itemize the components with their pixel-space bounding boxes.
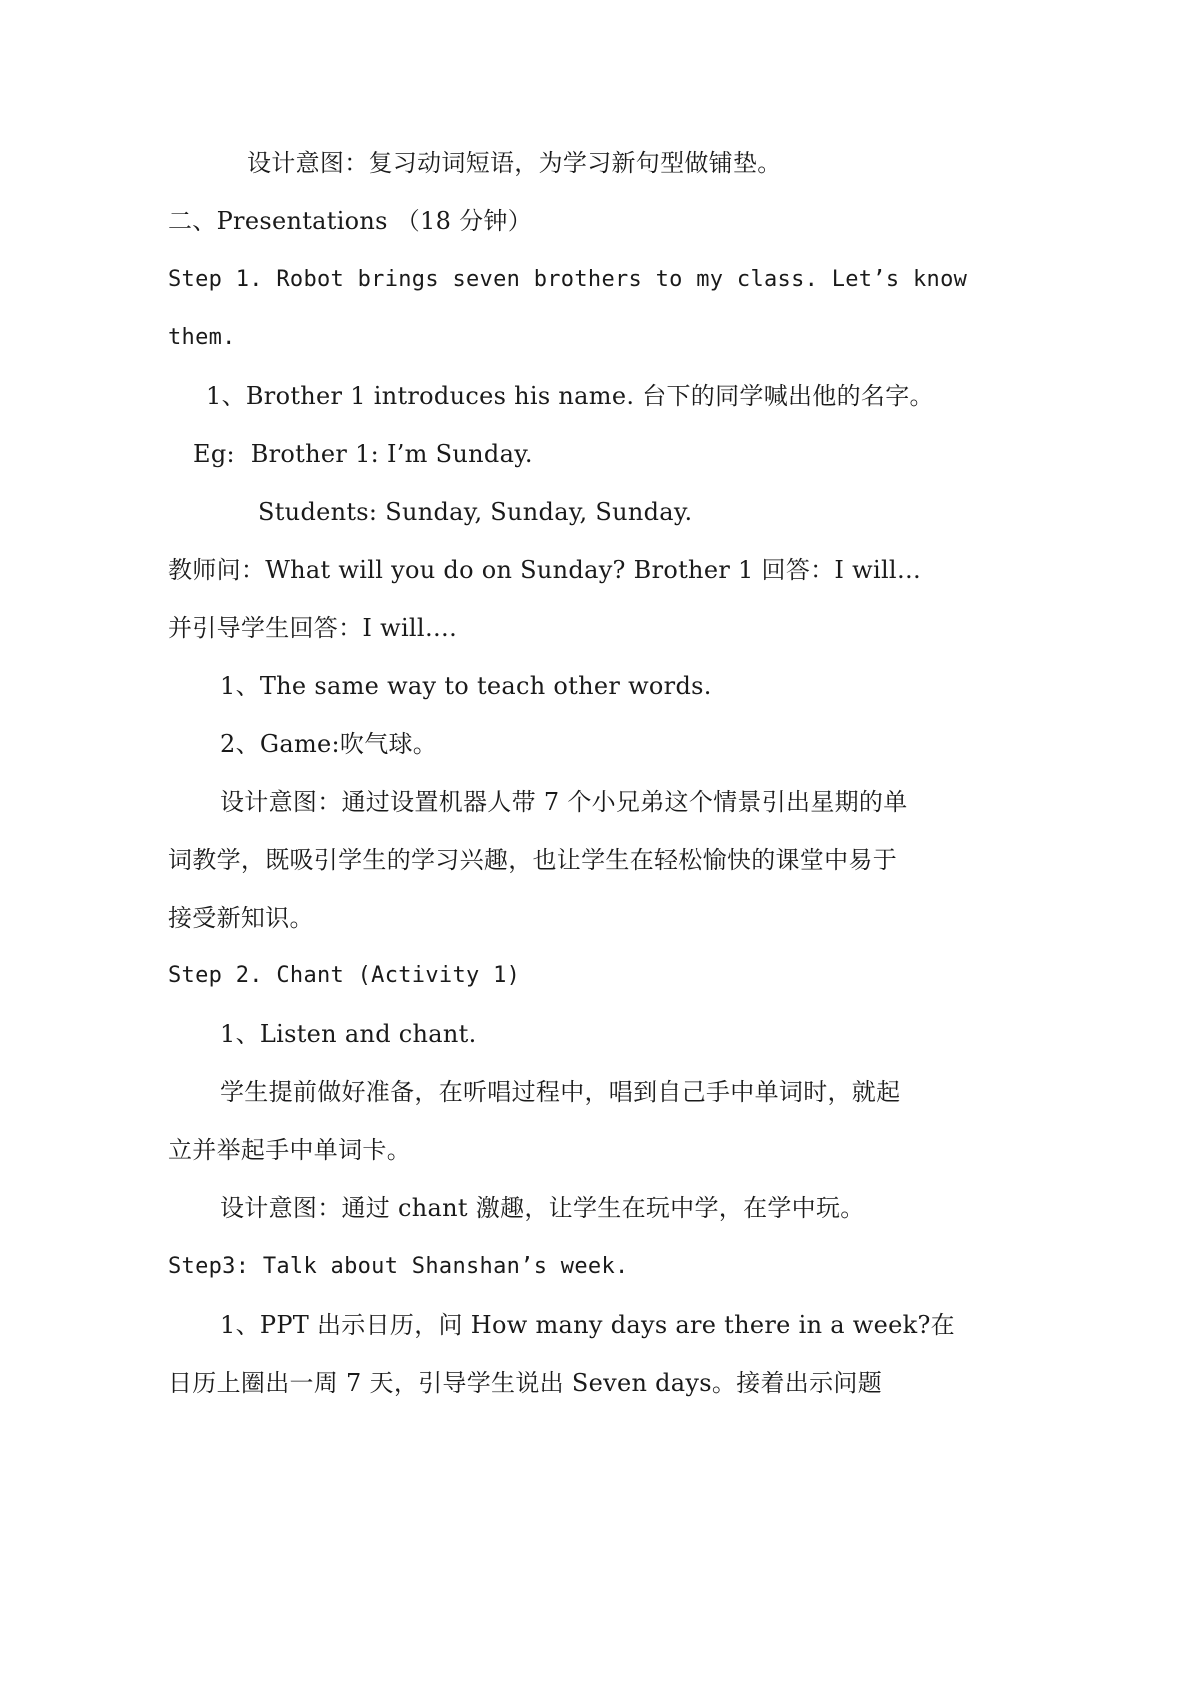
step1-item1: 1、Brother 1 introduces his name. 台下的同学喊出他的名字。 [206,382,934,410]
step1-heading-line2: them. [168,325,236,350]
step3-heading: Step3: Talk about Shanshan’s week. [168,1254,629,1279]
teacher-question-line2: 并引导学生回答：I will…. [168,614,458,642]
design-intent-review-line: 设计意图：复习动词短语，为学习新句型做铺垫。 [247,149,782,177]
step2-heading: Step 2. Chant (Activity 1) [168,963,521,988]
example-line1: Eg: Brother 1: I’m Sunday. [193,440,533,468]
step2-item1: 1、Listen and chant. [220,1020,477,1048]
step3-item1-line2: 日历上圈出一周 7 天，引导学生说出 Seven days。接着出示问题 [168,1369,882,1397]
section-heading-presentations: 二、Presentations （18 分钟） [168,207,532,235]
design-intent-step1-line1: 设计意图：通过设置机器人带 7 个小兄弟这个情景引出星期的单 [220,788,908,816]
step1-item2-game: 2、Game:吹气球。 [220,730,438,758]
step1-item1-same-way: 1、The same way to teach other words. [220,672,712,700]
step2-description-line1: 学生提前做好准备，在听唱过程中，唱到自己手中单词时，就起 [220,1078,901,1106]
design-intent-step1-line3: 接受新知识。 [168,904,314,932]
design-intent-step2: 设计意图：通过 chant 激趣，让学生在玩中学，在学中玩。 [220,1194,865,1222]
example-line2: Students: Sunday, Sunday, Sunday. [258,498,693,526]
step1-heading-line1: Step 1. Robot brings seven brothers to my class. Let’s know [168,267,968,292]
step3-item1-line1: 1、PPT 出示日历，问 How many days are there in a week?在 [220,1311,955,1339]
design-intent-step1-line2: 词教学，既吸引学生的学习兴趣，也让学生在轻松愉快的课堂中易于 [168,846,897,874]
teacher-question-line1: 教师问：What will you do on Sunday? Brother 1 回答：I will… [168,556,922,584]
step2-description-line2: 立并举起手中单词卡。 [168,1136,411,1164]
